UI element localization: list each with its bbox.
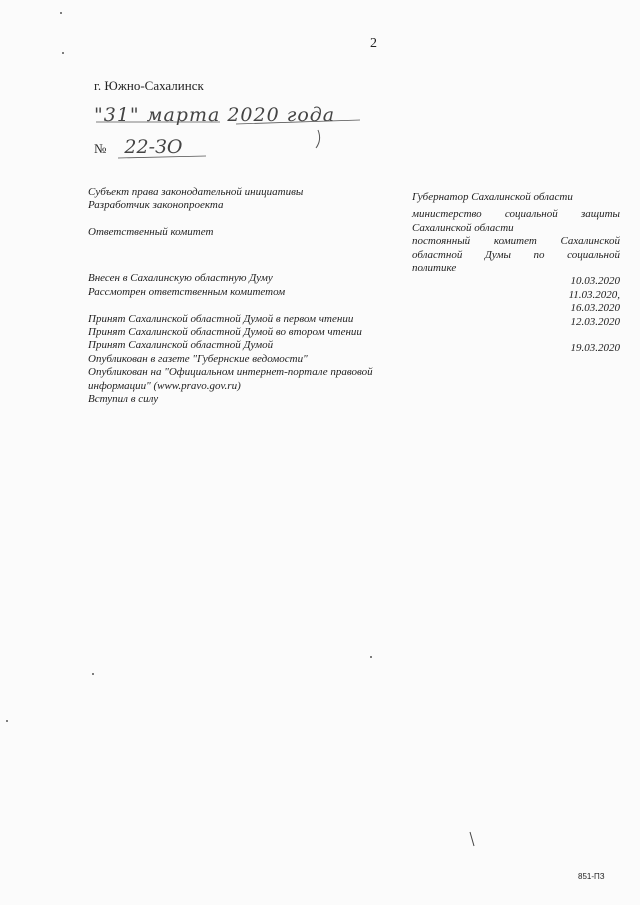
value-developer-1: министерство социальной защиты: [412, 208, 620, 221]
label-published-portal-cont: информации" (www.pravo.gov.ru): [88, 379, 241, 392]
label-submitted: Внесен в Сахалинскую областную Думу: [88, 272, 273, 285]
number-sign: №: [94, 141, 107, 156]
value-date-submitted: 10.03.2020: [570, 275, 620, 288]
value-committee-2: областной Думы по социальной: [412, 248, 620, 261]
value-date-published: 19.03.2020: [570, 342, 620, 355]
label-reviewed: Рассмотрен ответственным комитетом: [88, 285, 286, 298]
label-initiative: Субъект права законодательной инициативы: [88, 186, 304, 198]
page-number: 2: [370, 36, 377, 51]
label-adopted: Принят Сахалинской областной Думой: [88, 339, 274, 352]
handwritten-number: 22-ЗО: [124, 136, 183, 158]
value-developer-2: Сахалинской области: [412, 221, 514, 234]
label-committee: Ответственный комитет: [88, 226, 214, 239]
value-date-first-reading: 12.03.2020: [570, 315, 620, 328]
label-published-portal: Опубликован на "Официальном интернет-портале правовой: [88, 366, 373, 379]
label-in-force: Вступил в силу: [88, 393, 159, 406]
value-committee-1: постоянный комитет Сахалинской: [412, 235, 620, 248]
city-line: г. Южно-Сахалинск: [94, 78, 204, 93]
value-date-reviewed-1: 11.03.2020,: [568, 288, 620, 301]
label-first-reading: Принят Сахалинской областной Думой в первом чтении: [88, 312, 354, 325]
handwritten-date: "31" марта 2020 года: [94, 104, 336, 126]
label-developer: Разработчик законопроекта: [88, 199, 224, 212]
document-code: 851-ПЗ: [578, 872, 605, 881]
label-second-reading: Принят Сахалинской областной Думой во втором чтении: [88, 326, 362, 338]
value-initiator: Губернатор Сахалинской области: [412, 191, 573, 203]
value-date-reviewed-2: 16.03.2020: [570, 302, 620, 315]
value-committee-3: политике: [412, 262, 457, 275]
label-published-newspaper: Опубликован в газете "Губернские ведомости": [88, 352, 308, 365]
